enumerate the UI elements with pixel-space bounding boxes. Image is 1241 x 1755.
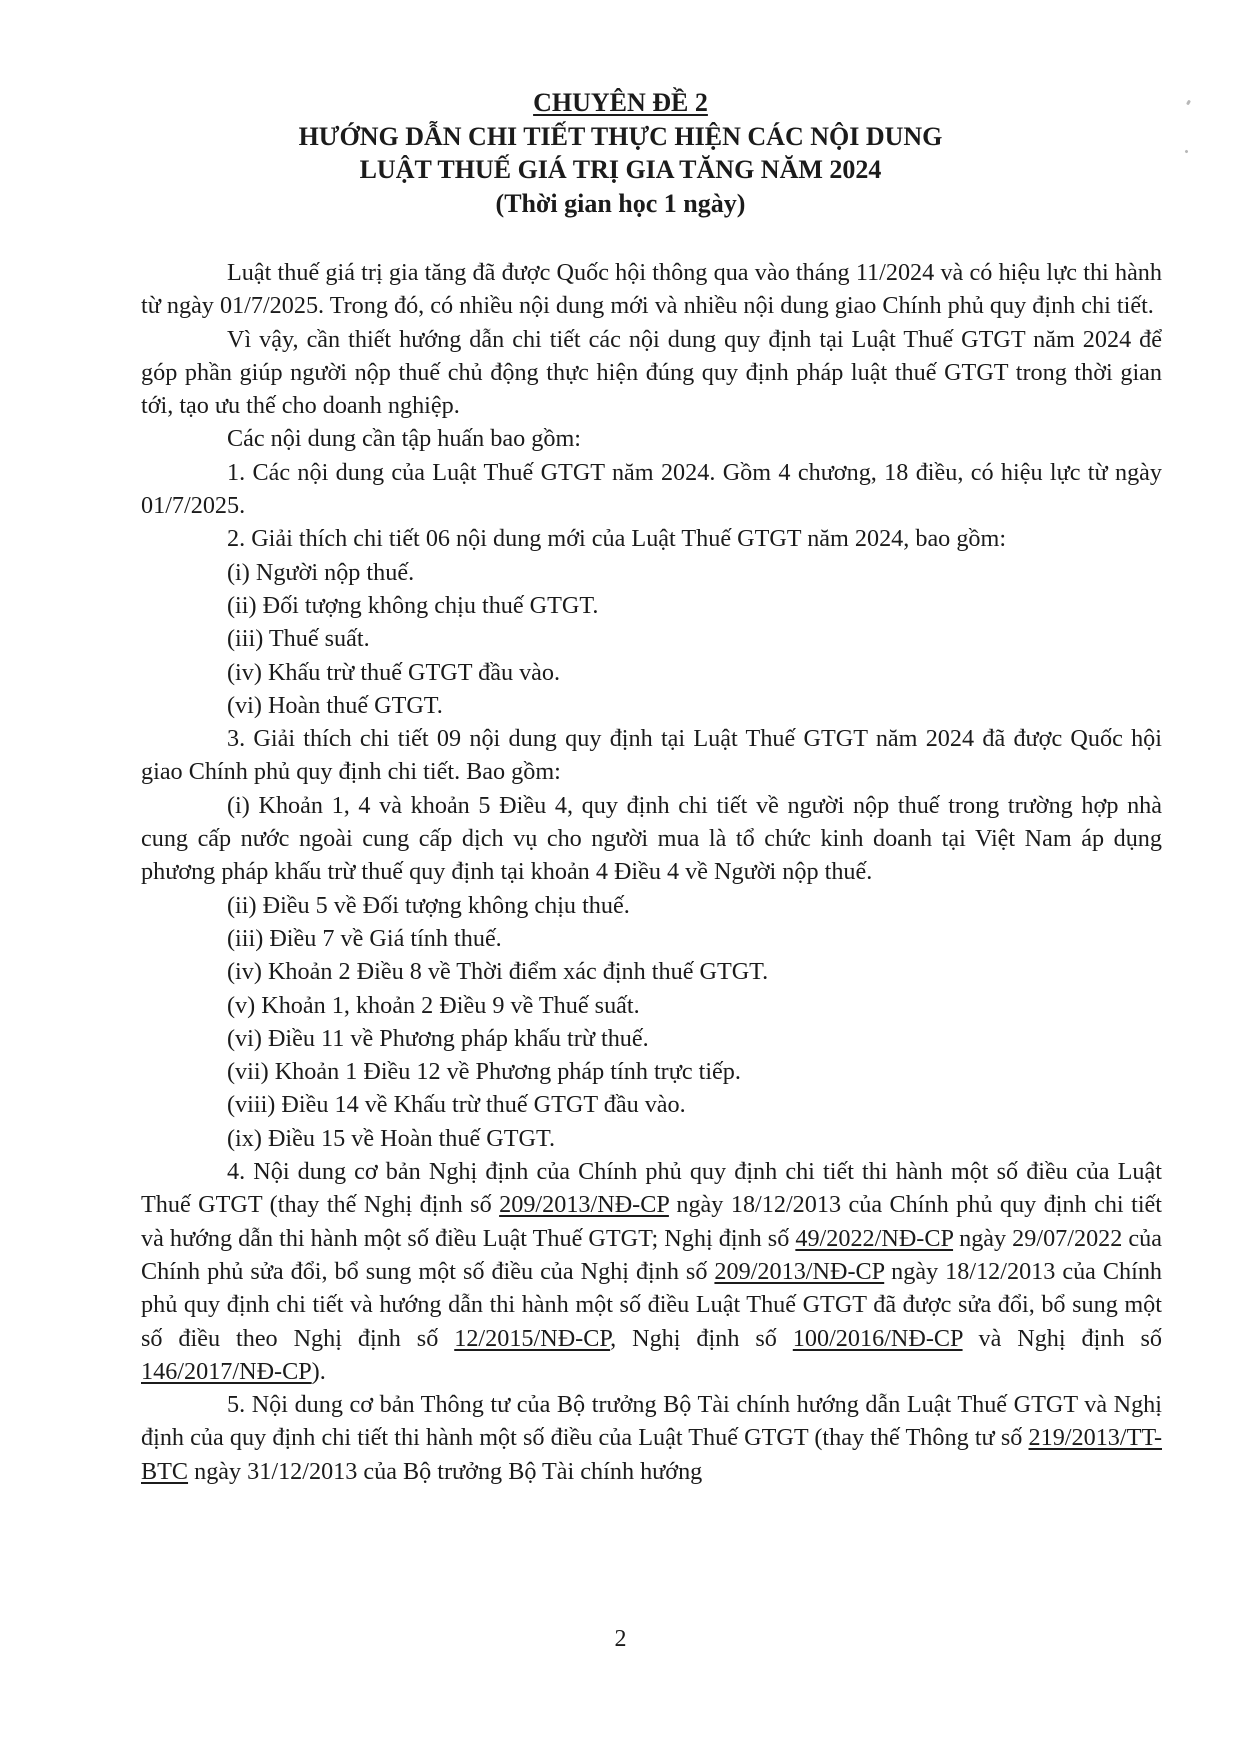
circular-reference: 219/2013/TT-BTC xyxy=(141,1424,1162,1485)
section-3-item: (iv) Khoản 2 Điều 8 về Thời điểm xác định thuế GTGT. xyxy=(227,958,769,986)
section-2-heading: 2. Giải thích chi tiết 06 nội dung mới của Luật Thuế GTGT năm 2024, bao gồm: xyxy=(227,525,1007,553)
decree-reference: 12/2015/NĐ-CP xyxy=(454,1324,611,1352)
intro-paragraph-1: Luật thuế giá trị gia tăng đã được Quốc hội thông qua vào tháng 11/2024 và có hiệu lực thi hành từ ngày 01/7/2025. Trong đó, có nhiều nội dung mới và nhiều nội dung giao Chính phủ quy định chi tiết. xyxy=(141,259,1162,320)
section-1: 1. Các nội dung của Luật Thuế GTGT năm 2024. Gồm 4 chương, 18 điều, có hiệu lực từ ngày 01/7/2025. xyxy=(141,458,1162,520)
section-4-text: ). xyxy=(311,1357,326,1385)
section-3-item: (iii) Điều 7 về Giá tính thuế. xyxy=(227,924,502,952)
decree-reference: 100/2016/NĐ-CP xyxy=(792,1324,963,1352)
section-4-text: 4. Nội dung cơ bản Nghị định của Chính phủ quy định chi tiết thi hành một số điều của Luật Thuế GTGT (thay thế Nghị định số xyxy=(141,1158,1162,1219)
page-number: 2 xyxy=(614,1626,627,1652)
decree-reference: 146/2017/NĐ-CP xyxy=(141,1357,312,1385)
section-3-item: (viii) Điều 14 về Khấu trừ thuế GTGT đầu vào. xyxy=(227,1091,686,1119)
document-body xyxy=(141,256,1162,1488)
title-line-2: LUẬT THUẾ GIÁ TRỊ GIA TĂNG NĂM 2024 xyxy=(359,155,882,184)
section-2-item: (vi) Hoàn thuế GTGT. xyxy=(227,691,443,719)
section-2-item: (iv) Khấu trừ thuế GTGT đầu vào. xyxy=(227,658,561,686)
section-4-text: ngày 18/12/2013 của Chính phủ quy định chi tiết và hướng dẫn thi hành một số điều Luật Thuế GTGT; Nghị định số xyxy=(141,1191,1162,1252)
topic-heading: CHUYÊN ĐỀ 2 xyxy=(533,88,708,117)
section-3-item: (vi) Điều 11 về Phương pháp khấu trừ thuế. xyxy=(227,1024,649,1052)
section-3-item: (ii) Điều 5 về Đối tượng không chịu thuế. xyxy=(227,891,630,919)
section-4-text: ngày 18/12/2013 của Chính phủ quy định chi tiết và hướng dẫn thi hành một số điều Luật Thuế GTGT đã được sửa đổi, bổ sung một số điều theo Nghị định số xyxy=(141,1257,1163,1352)
section-3-item: (v) Khoản 1, khoản 2 Điều 9 về Thuế suất. xyxy=(227,991,640,1019)
section-3-heading: 3. Giải thích chi tiết 09 nội dung quy định tại Luật Thuế GTGT năm 2024 đã được Quốc hội giao Chính phủ quy định chi tiết. Bao gồm: xyxy=(141,725,1162,786)
section-3-item: (i) Khoản 1, 4 và khoản 5 Điều 4, quy định chi tiết về người nộp thuế trong trường hợp nhà cung cấp nước ngoài cung cấp dịch vụ cho người mua là tổ chức kinh doanh tại Việt Nam áp dụng phương pháp khấu trừ thuế quy định tại khoản 4 Điều 4 về Người nộp thuế. xyxy=(141,791,1162,886)
section-2-item: (ii) Đối tượng không chịu thuế GTGT. xyxy=(227,591,599,619)
section-4-text: và Nghị định số xyxy=(962,1324,1162,1352)
section-3-item: (ix) Điều 15 về Hoàn thuế GTGT. xyxy=(227,1124,556,1152)
decree-reference: 209/2013/NĐ-CP xyxy=(499,1191,669,1219)
title-line-1: HƯỚNG DẪN CHI TIẾT THỰC HIỆN CÁC NỘI DUNG xyxy=(298,121,943,151)
section-5-text: ngày 31/12/2013 của Bộ trưởng Bộ Tài chính hướng xyxy=(188,1457,703,1485)
section-4-text: ngày 29/07/2022 của Chính phủ sửa đổi, bổ sung một số điều của Nghị định số xyxy=(141,1224,1162,1285)
section-4-text: , Nghị định số xyxy=(610,1324,793,1352)
section-5-text: 5. Nội dung cơ bản Thông tư của Bộ trưởng Bộ Tài chính hướng dẫn Luật Thuế GTGT và Nghị định của quy định chi tiết thi hành một số điều của Luật Thuế GTGT (thay thế Thông tư số xyxy=(141,1391,1162,1452)
decree-reference: 49/2022/NĐ-CP xyxy=(795,1224,954,1252)
duration-note: (Thời gian học 1 ngày) xyxy=(495,188,746,218)
document-header xyxy=(0,86,1241,220)
section-3-item: (vii) Khoản 1 Điều 12 về Phương pháp tính trực tiếp. xyxy=(227,1058,741,1086)
section-5 xyxy=(141,1388,1162,1488)
intro-paragraph-2: Vì vậy, cần thiết hướng dẫn chi tiết các nội dung quy định tại Luật Thuế GTGT năm 2024 để góp phần giúp người nộp thuế chủ động thực hiện đúng quy định pháp luật thuế GTGT trong thời gian tới, tạo ưu thế cho doanh nghiệp. xyxy=(141,325,1162,420)
intro-paragraph-3: Các nội dung cần tập huấn bao gồm: xyxy=(227,425,581,453)
section-4 xyxy=(141,1155,1162,1388)
decree-reference: 209/2013/NĐ-CP xyxy=(714,1257,885,1285)
section-2-item: (iii) Thuế suất. xyxy=(227,625,370,653)
section-2-item: (i) Người nộp thuế. xyxy=(227,558,415,586)
